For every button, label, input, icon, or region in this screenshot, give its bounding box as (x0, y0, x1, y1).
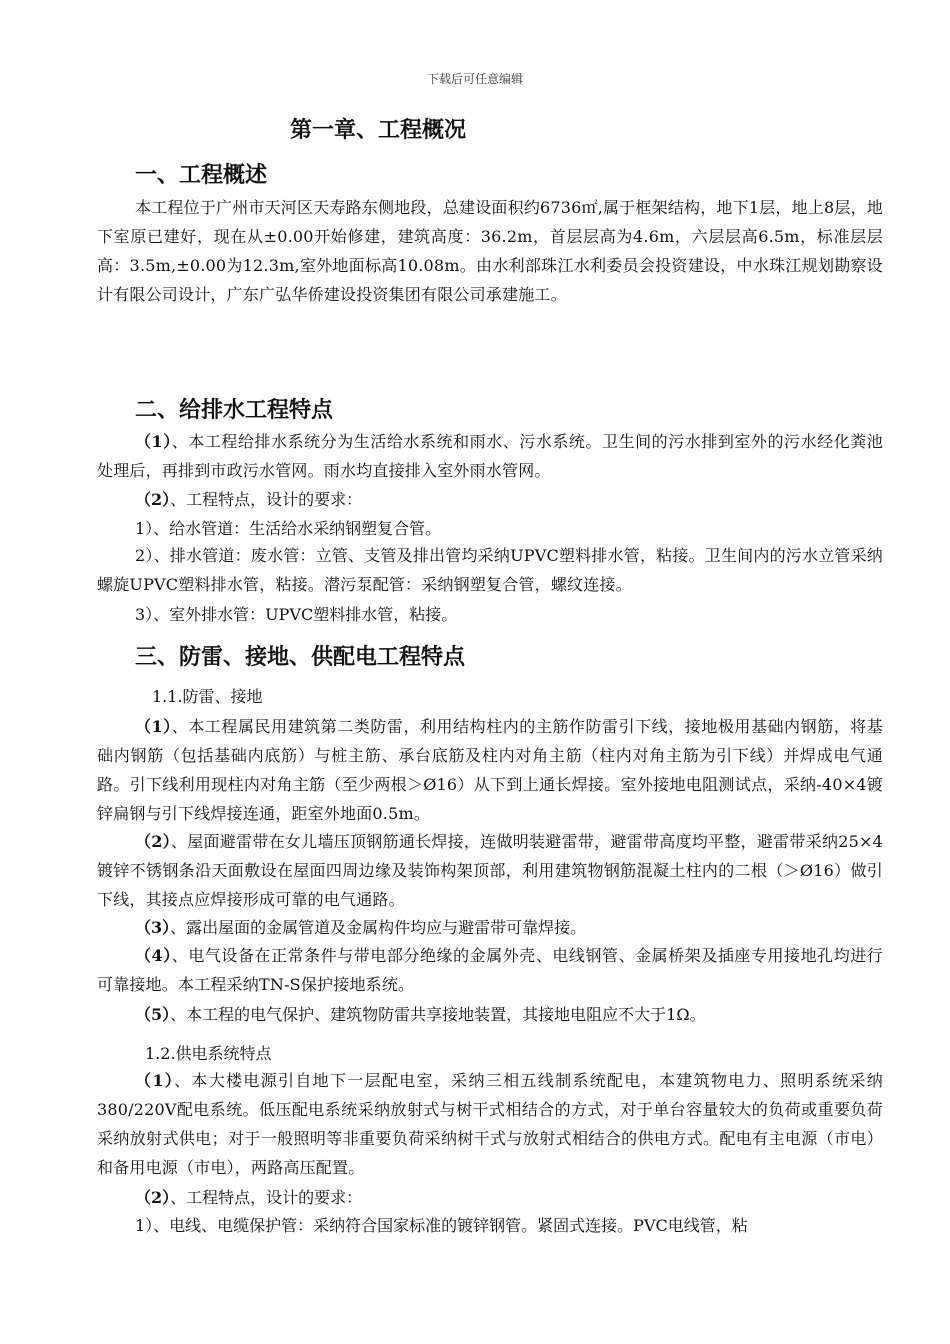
plumbing-item-3: 3）、室外排水管：UPVC塑料排水管，粘接。 (135, 605, 458, 624)
chapter-title: 第一章、工程概况 (290, 118, 467, 143)
power-paragraph-2 (135, 1185, 362, 1208)
paragraph-text: 、电气设备在正常条件与带电部分绝缘的金属外壳、电线钢管、金属桥架及插座专用接地孔均进行可靠接地。本工程采纳TN-S保护接地系统。 (97, 946, 883, 994)
lightning-paragraph-3 (135, 915, 586, 938)
plumbing-item-2: 2）、排水管道：废水管：立管、支管及排出管均采纳UPVC塑料排水管，粘接。卫生间内的污水立管采纳螺旋UPVC塑料排水管，粘接。潜污泵配管：采纳钢塑复合管，螺纹连接。 (97, 546, 883, 594)
section-title-electrical: 三、防雷、接地、供配电工程特点 (135, 645, 466, 670)
paragraph-text: 、露出屋面的金属管道及金属构件均应与避雷带可靠焊接。 (170, 918, 587, 937)
lightning-paragraph-2 (97, 827, 883, 914)
paragraph-text: 、本工程给排水系统分为生活给水系统和雨水、污水系统。卫生间的污水排到室外的污水经化粪池处理后，再排到市政污水管网。雨水均直接排入室外雨水管网。 (97, 432, 883, 480)
paragraph-text: 、屋面避雷带在女儿墙压顶钢筋通长焊接，连做明装避雷带，避雷带高度均平整，避雷带采纳25×4镀锌不锈钢条沿天面敷设在屋面四周边缘及装饰构架顶部，利用建筑物钢筋混凝土柱内的二根（＞Ø16）做引下线，其接点应焊接形成可靠的电气通路。 (97, 832, 884, 909)
plumbing-paragraph-2 (135, 487, 362, 510)
section-title-plumbing: 二、给排水工程特点 (135, 398, 334, 423)
lightning-paragraph-4 (97, 941, 883, 999)
paragraph-number: （2） (135, 1188, 171, 1207)
paragraph-text: 、工程特点，设计的要求： (170, 490, 363, 509)
paragraph-number: （3） (135, 918, 171, 937)
paragraph-number: （2） (135, 832, 171, 851)
paragraph-number: （4） (135, 946, 172, 965)
paragraph-text: 、本大楼电源引自地下一层配电室，采纳三相五线制系统配电，本建筑物电力、照明系统采纳380/220V配电系统。低压配电系统采纳放射式与树干式相结合的方式，对于单台容量较大的负荷或重要负荷采纳放射式供电；对于一般照明等非重要负荷采纳树干式与放射式相结合的供电方式。配电有主电源（市电）和备用电源（市电），两路高压配置。 (97, 1071, 884, 1177)
paragraph-number: （1） (135, 717, 172, 736)
paragraph-number: （1） (135, 432, 172, 451)
paragraph-number: （5） (135, 1005, 171, 1024)
lightning-paragraph-1 (97, 712, 883, 828)
subheading-power-supply: 1.2.供电系统特点 (145, 1044, 272, 1063)
overview-paragraph: 本工程位于广州市天河区天寿路东侧地段，总建设面积约6736㎡,属于框架结构，地下1层，地上8层，地下室原已建好，现在从±0.00开始修建，建筑高度：36.2m，首层层高为4.6m，六层层高6.5m，标准层层高：3.5m,±0.00为12.3m,室外地面标高10.08m。由水利部珠江水利委员会投资建设，中水珠江规划勘察设计有限公司设计，广东广弘华侨建设投资集团有限公司承建施工。 (97, 198, 883, 304)
lightning-paragraph-5 (135, 1002, 706, 1025)
section-title-overview: 一、工程概述 (135, 163, 268, 188)
paragraph-number: （1） (135, 1071, 175, 1090)
plumbing-paragraph-1 (97, 427, 883, 485)
plumbing-item-1: 1）、给水管道：生活给水采纳钢塑复合管。 (135, 519, 442, 538)
paragraph-text: 、本工程属民用建筑第二类防雷，利用结构柱内的主筋作防雷引下线，接地极用基础内钢筋，将基础内钢筋（包括基础内底筋）与桩主筋、承台底筋及柱内对角主筋（柱内对角主筋为引下线）并焊成电气通路。引下线利用现柱内对角主筋（至少两根＞Ø16）从下到上通长焊接。室外接地电阻测试点，采纳-40×4镀锌扁钢与引下线焊接连通，距室外地面0.5m。 (97, 717, 883, 823)
paragraph-text: 、工程特点，设计的要求： (170, 1188, 363, 1207)
paragraph-number: （2） (135, 490, 171, 509)
subheading-lightning: 1.1.防雷、接地 (152, 687, 263, 706)
header-note: 下载后可任意编辑 (426, 72, 523, 86)
power-paragraph-1 (97, 1066, 883, 1182)
paragraph-text: 、本工程的电气保护、建筑物防雷共享接地装置，其接地电阻应不大于1Ω。 (170, 1005, 706, 1024)
power-item-1: 1）、电线、电缆保护管：采纳符合国家标准的镀锌钢管。紧固式连接。PVC电线管，粘 (135, 1216, 748, 1235)
